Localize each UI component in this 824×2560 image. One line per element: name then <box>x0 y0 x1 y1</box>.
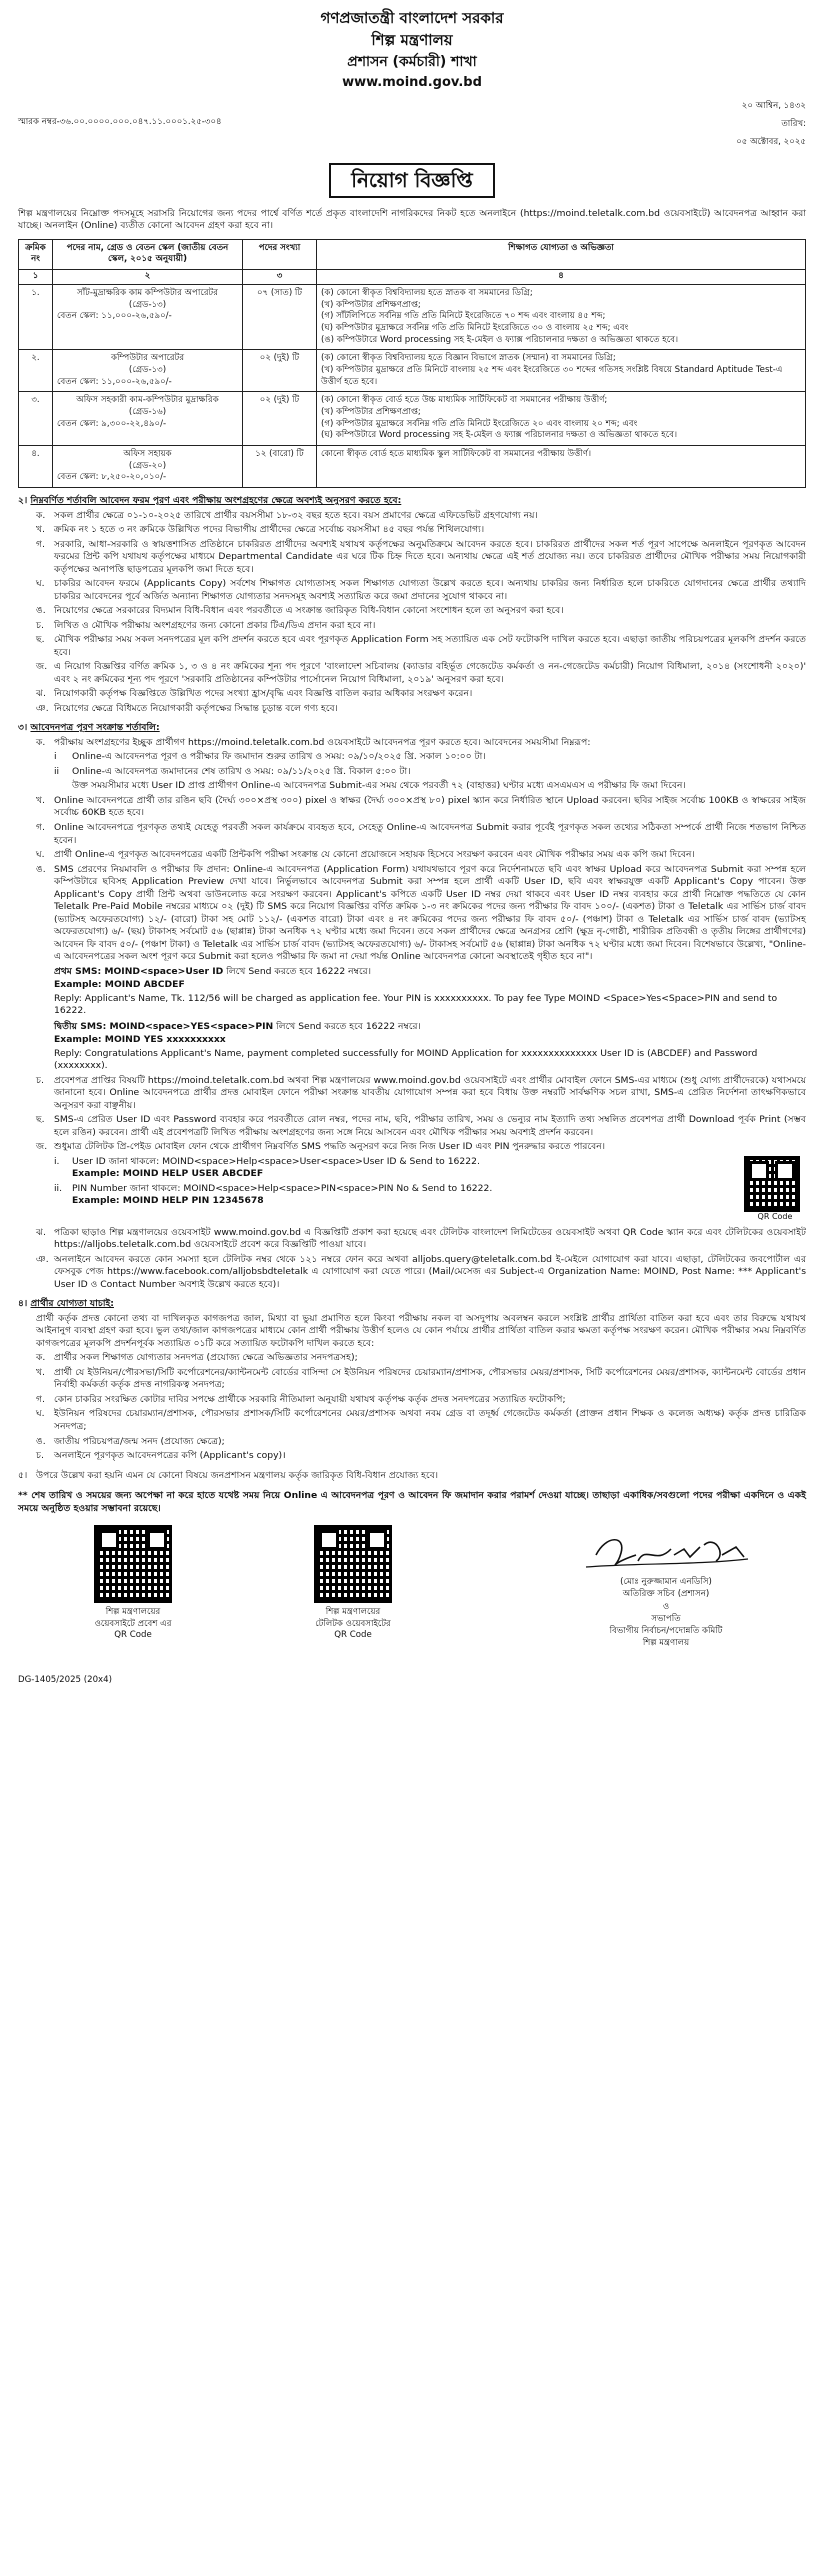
list-item-text: এ নিয়োগ বিজ্ঞপ্তির বর্ণিত ক্রমিক ১, ৩ ও ৪ নং ক্রমিকের শূন্য পদ পূরণে 'বাংলাদেশ সচিবালয় (ক্যাডার বহির্ভূত গেজেটেড কর্মকর্তা ও নন-গেজেটেড কর্মচারী) নিয়োগ বিধিমালা, ২০১৪ (সংশোধনী ২০২০)' এবং ২ নং ক্রমিকের শূন্য পদ পূরণে 'সরকারি প্রতিষ্ঠানের কম্পিউটার পার্সোনেল নিয়োগ বিধিমালা, ২০১৯' অনুসরণ করা হবে। <box>54 661 806 685</box>
post-grade: (গ্রেড-১৩) <box>128 364 167 375</box>
post-name: অফিস সহায়ক <box>123 449 172 460</box>
sms-second-example: Example: MOIND YES xxxxxxxxxx <box>54 1034 226 1046</box>
list-item-label: গ. <box>36 822 45 833</box>
table-row <box>19 392 806 446</box>
list-item-label: ঙ. <box>36 863 46 875</box>
post-scale: বেতন স্কেল: ১১,০০০-২৬,৫৯০/- <box>57 376 172 387</box>
list-item <box>36 1114 806 1139</box>
qualification-line: (গ) সাঁটলিপিতে সর্বনিম্ন গতি প্রতি মিনিটে ইংরেজিতে ৭০ শব্দ এবং বাংলায় ৪৫ শব্দ; <box>321 311 606 322</box>
list-item-label: ঝ. <box>36 1226 46 1238</box>
list-item-label: গ. <box>36 538 45 550</box>
list-item-text: কোন চাকরির সংরক্ষিত কোটার দাবির সপক্ষে প্রার্থীকে সরকারি নীতিমালা অনুযায়ী যথাযথ কর্তৃপক্ষ কর্তৃক প্রদত্ত সনদপত্রের সত্যায়িত ফটোকপি; <box>54 1393 566 1405</box>
list-item-label: চ. <box>36 1074 44 1086</box>
list-item-text: সরকারি, আধা-সরকারি ও স্বায়ত্তশাসিত প্রতিষ্ঠানে চাকরিরত প্রার্থীদের অবশ্যই যথাযথ কর্তৃপক্ষের অনুমতিক্রমে আবেদন করতে হবে। চাকরিরত প্রার্থীদের সকল শর্ত পূরণ সাপেক্ষে অনলাইনে পূরণকৃত আবেদন ফরমের প্রিন্ট কপি যথাযথ কর্তৃপক্ষের মাধ্যমে Departmental Candidate এর ঘরে টিক চিহ্ন দিতে হবে। অন্যথায় ক্ষেত্রে এই শর্ত প্রযোজ্য নয়। তবে চাকরিরত প্রার্থীদের মৌখিক পরীক্ষার সময় নিয়োগকারী কর্তৃপক্ষের অনাপত্তি ছাড়পত্রের মূলকপি জমা দিতে হবে। <box>54 538 806 575</box>
list-item <box>36 1075 806 1113</box>
list-item-text: নিয়োগের ক্ষেত্রে সরকারের বিদ্যমান বিধি-বিধান এবং পরবর্তীতে এ সংক্রান্ত জারিকৃত বিধি-বিধান কোনো সংশোধন হলে তা অনুসরণ করা হবে। <box>54 605 564 617</box>
table-row <box>19 350 806 392</box>
list-item-text: প্রবেশপত্র প্রাপ্তির বিষয়টি https://moind.teletalk.com.bd অথবা শিল্প মন্ত্রণালয়ের www.moind.gov.bd ওয়েবসাইটে এবং প্রার্থীর মোবাইল ফোনে SMS-এর মাধ্যমে (শুধু যোগ্য প্রার্থীদেরকে) যথাসময়ে জানানো হবে। Online আবেদনপত্রে প্রার্থীর প্রদত্ত মোবাইল ফোনে পরীক্ষা সংক্রান্ত যাবতীয় যোগাযোগ সম্পন্ন করা হবে বিধায় উক্ত নম্বরটি সার্বক্ষণিক সচল রাখা, SMS-এ প্রেরিত নির্দেশনা তাৎক্ষণিকভাবে অনুসরণ করা বাঞ্ছনীয়। <box>54 1074 806 1111</box>
post-scale: বেতন স্কেল: ৮,২৫০-২০,০১০/- <box>57 472 167 483</box>
list-item <box>36 605 806 618</box>
col-number: ১ <box>19 270 53 285</box>
list-item-text: লিখিত ও মৌখিক পরীক্ষায় অংশগ্রহণের জন্য কোনো প্রকার টিএ/ডিএ প্রদান করা হবে না। <box>54 619 376 631</box>
qr-teletalk <box>278 1525 428 1642</box>
list-item-text: প্রার্থীর সকল শিক্ষাগত যোগ্যতার সনদপত্র (প্রযোজ্য ক্ষেত্রে অভিজ্ঞতার সনদপত্রসহ); <box>54 1352 358 1364</box>
signatory-committee: বিভাগীয় নির্বাচন/পদোন্নতি কমিটি <box>609 1625 723 1636</box>
list-item-label: ক. <box>36 1352 46 1364</box>
recovery-item <box>54 1183 734 1208</box>
qr-caption: শিল্প মন্ত্রণালয়ের <box>325 1607 381 1618</box>
document-code: DG-1405/2025 (20x4) <box>18 1675 112 1686</box>
section-2-number: ২। <box>18 495 28 507</box>
memo-dates <box>736 101 806 154</box>
section-5 <box>18 1470 806 1483</box>
cell-count: ০৭ (সাত) টি <box>243 284 317 349</box>
list-item <box>36 1394 806 1407</box>
list-item-text: অনলাইনে পূরণকৃত আবেদনপত্রের কপি (Applicant's copy)। <box>54 1450 286 1462</box>
memo-reference: স্মারক নম্বর-৩৬.০০.০০০০.০০০.০৪৭.১১.০০০১.২৫-৩০৪ <box>18 117 222 128</box>
list-item-label: চ. <box>36 619 44 631</box>
footer-note: ** শেষ তারিখ ও সময়ের জন্য অপেক্ষা না করে হাতে যথেষ্ট সময় নিয়ে Online এ আবেদনপত্র পূরণ ও আবেদন ফি জমাদান করার পরামর্শ দেওয়া যাচ্ছে। তাছাড়া একাধিক/সবগুলো পদের পরীক্ষা একদিনে ও একই সময়ে অনুষ্ঠিত হওয়ার সম্ভাবনা রয়েছে। <box>18 1490 806 1514</box>
qualification-line: (খ) কম্পিউটার মুদ্রাক্ষরে প্রতি মিনিটে বাংলায় ২৫ শব্দ এবং ইংরেজিতে ৩০ শব্দের গতিসহ সংশ্লিষ্ট বিষয়ে Standard Aptitude Test-এ উত্তীর্ণ হতে হবে। <box>321 364 783 387</box>
signatory-role: সভাপতি <box>651 1614 681 1625</box>
list-item <box>36 578 806 603</box>
section-3-title <box>18 722 806 735</box>
recovery-block <box>54 1155 806 1221</box>
cell-serial: ২. <box>19 350 53 392</box>
qualification-line: (ঘ) কম্পিউটারে Word processing সহ ই-মেইল ও ফ্যাক্স পরিচালনার দক্ষতা ও অভিজ্ঞতা থাকতে হবে। <box>321 430 678 441</box>
list-item-text: প্রার্থী যে ইউনিয়ন/পৌরসভা/সিটি কর্পোরেশনের/ক্যান্টনমেন্ট বোর্ডের বাসিন্দা সে ইউনিয়ন পরিষদের চেয়ারম্যান/প্রশাসক, পৌরসভার মেয়র/প্রশাসক, সিটি কর্পোরেশনের মেয়র/প্রশাসক, ক্যান্টনমেন্ট বোর্ডের প্রধান নির্বাহী কর্মকর্তা কর্তৃক প্রদত্ত নাগরিকত্ব সনদপত্র; <box>54 1366 806 1391</box>
list-item-label: ঘ. <box>36 578 45 590</box>
cell-post <box>53 446 243 488</box>
table-number-row <box>19 270 806 285</box>
table-header-row <box>19 239 806 269</box>
recovery-list <box>54 1156 806 1208</box>
title-wrap <box>18 163 806 198</box>
list-item <box>36 510 806 523</box>
list-item-text: মৌখিক পরীক্ষার সময় সকল সনদপত্রের মূল কপি প্রদর্শন করতে হবে এবং পূরণকৃত Application Form সহ সত্যায়িত এক সেট ফটোকপি দাখিল করতে হবে। এছাড়া জাতীয় পরিচয়পত্রের মূলকপি প্রদর্শন করতে হবে। <box>54 634 806 658</box>
branch-name: প্রশাসন (কর্মচারী) শাখা <box>347 53 477 70</box>
section-4-intro: প্রার্থী কর্তৃক প্রদত্ত কোনো তথ্য বা দাখিলকৃত কাগজপত্র জাল, মিথ্যা বা ভুয়া প্রমাণিত হলে কিংবা পরীক্ষায় নকল বা অসদুপায় অবলম্বন করলে সংশ্লিষ্ট প্রার্থীর প্রার্থিতা বাতিল করা হবে এবং তার বিরুদ্ধে যথাযথ আইনানুগ ব্যবস্থা গ্রহণ করা হবে। ভুল তথ্য/জাল কাগজপত্রের মাধ্যমে কোন প্রার্থী পরীক্ষায় উত্তীর্ণ হলেও যে কোন পর্যায়ে প্রার্থীর প্রার্থিতা বাতিল করার ক্ষমতা কর্তৃপক্ষ সংরক্ষণ করেন। মৌখিক পরীক্ষার সময় নিম্নবর্ণিত কাগজপত্রের মূলকপি প্রদর্শনপূর্বক সত্যায়িত ০১টি করে সত্যায়িত ফটোকপি দাখিল করতে হবে: <box>36 1312 806 1349</box>
date-label: তারিখ: <box>781 119 806 130</box>
list-item <box>36 1436 806 1449</box>
qualification-line: (ক) কোনো স্বীকৃত বিশ্ববিদ্যালয় হতে স্নাতক বা সমমানের ডিগ্রি; <box>321 287 533 298</box>
list-item: ক. পরীক্ষায় অংশগ্রহণের ইচ্ছুক প্রার্থীগণ https://moind.teletalk.com.bd ওয়েবসাইটে আবেদনপত্র পূরণ করতে হবে। আবেদনের সময়সীমা নিম্নরূপ: <box>36 736 591 748</box>
list-item: i Online-এ আবেদনপত্র পূরণ ও পরীক্ষার ফি জমাদান শুরুর তারিখ ও সময়: ০৯/১০/২০২৫ খ্রি. সকাল ১০:০০ টা। <box>54 751 486 763</box>
list-item-text: SMS প্রেরণের নিয়মাবলি ও পরীক্ষার ফি প্রদান: Online-এ আবেদনপত্র (Application Form) যথাযথভাবে পূরণ করে নির্দেশনামতে ছবি এবং স্বাক্ষর Upload করে আবেদনপত্র Submit করা সম্পন্ন হলে কম্পিউটারে ছবিসহ Application Preview দেখা যাবে। নির্ভুলভাবে আবেদনপত্র Submit করা সম্পন্ন হলে প্রার্থী একটি User ID, ছবি এবং স্বাক্ষরযুক্ত একটি Applicant's Copy পাবেন। উক্ত Applicant's Copy প্রার্থী প্রিন্ট অথবা ডাউনলোড করে সংরক্ষণ করবেন। Applicant's কপিতে একটি User ID নম্বর দেয়া থাকবে এবং User ID নম্বর ব্যবহার করে প্রার্থী নিম্নোক্ত পদ্ধতিতে যে কোন Teletalk Pre-Paid Mobile নম্বরের মাধ্যমে ০২ (দুই) টি SMS করে নিয়োগ বিজ্ঞপ্তির বর্ণিত ক্রমিক ১-৩ নং ক্রমিকের পদের জন্য পরীক্ষার ফি বাবদ ১০০/- (একশত) টাকা ও Teletalk এর সার্ভিস চার্জ বাবদ (ভ্যাটসহ অফেরতযোগ্য) ১২/- (বারো) টাকা সহ মোট ১১২/- (একশত বারো) টাকা এবং ৪ নং ক্রমিকের পদের জন্য পরীক্ষার ফি বাবদ ৫০/- (পঞ্চাশ) টাকা ও Teletalk এর সার্ভিস চার্জ বাবদ (ভ্যাটসহ অফেরতযোগ্য) ৬/- (ছয়) টাকাসহ সর্বমোট ৫৬ (ছাপ্পান্ন) টাকা অনধিক ৭২ ঘণ্টার মধ্যে জমা দিবেন। তবে সকল প্রার্থীদের ক্ষেত্রে অনগ্রসর শ্রেণি (ক্ষুদ্র নৃ-গোষ্ঠী, শারীরিক প্রতিবন্ধী ও তৃতীয় লিঙ্গের প্রার্থীগণের) আবেদন ফি বাবদ ৫০/- (পঞ্চাশ টাকা) ও Teletalk এর সার্ভিস চার্জ বাবদ (ভ্যাটসহ অফেরতযোগ্য) ৬/- টাকাসহ সর্বমোট ৫৬ (ছাপ্পান্ন) টাকা অনধিক ৭২ ঘণ্টার মধ্যে জমা দিবেন। বিশেষভাবে উল্লেখ্য, "Online-এ আবেদনপত্রের সকল অংশ পূরণ করে Submit করা হলেও পরীক্ষার ফি জমা না দেয়া পর্যন্ত Online আবেদনপত্র কোনো অবস্থাতেই গৃহীত হবে না"। <box>54 863 806 963</box>
intro-paragraph: শিল্প মন্ত্রণালয়ের নিম্নোক্ত পদসমূহে সরাসরি নিয়োগের জন্য পদের পার্শ্বে বর্ণিত শর্তে প্রকৃত বাংলাদেশি নাগরিকদের নিকট হতে অনলাইনে (https://moind.teletalk.com.bd ওয়েবসাইটে) আবেদনপত্র আহ্বান করা যাচ্ছে। অনলাইন (Online) ব্যতীত কোনো আবেদন গ্রহণ করা হবে না। <box>18 207 806 232</box>
sms-second-label: দ্বিতীয় SMS: MOIND<space>YES<space>PIN <box>54 1020 274 1032</box>
cell-count: ০২ (দুই) টি <box>243 350 317 392</box>
signatory-office: শিল্প মন্ত্রণালয় <box>642 1637 690 1648</box>
list-item <box>36 1254 806 1292</box>
letterhead <box>18 8 806 91</box>
cell-post <box>53 350 243 392</box>
qualification-line: কোনো স্বীকৃত বোর্ড হতে মাধ্যমিক স্কুল সার্টিফিকেট বা সমমানের পরীক্ষায় উত্তীর্ণ। <box>321 449 592 460</box>
list-item-text: User ID জানা থাকলে: MOIND<space>Help<space>User<space>User ID & Send to 16222. <box>72 1155 480 1167</box>
list-item-text: জাতীয় পরিচয়পত্র/জন্ম সনদ (প্রযোজ্য ক্ষেত্রে); <box>54 1435 225 1447</box>
section-3-list <box>36 737 806 793</box>
list-item-text: শুধুমাত্র টেলিটক প্রি-পেইড মোবাইল ফোন থেকে প্রার্থীগণ নিম্নবর্ণিত SMS পদ্ধতি অনুসরণ করে নিজ নিজ User ID এবং PIN পুনরুদ্ধার করতে পারবেন। <box>54 1141 606 1153</box>
qualification-line: (ঙ) কম্পিউটারে Word processing সহ ই-মেইল ও ফ্যাক্স পরিচালনার দক্ষতা ও অভিজ্ঞতা থাকতে হবে। <box>321 334 679 345</box>
list-item-label: ছ. <box>36 634 45 646</box>
handwritten-signature <box>576 1525 756 1577</box>
col-number: ৪ <box>317 270 806 285</box>
cell-post <box>53 284 243 349</box>
cell-count: ০২ (দুই) টি <box>243 392 317 446</box>
list-item-example: Example: MOIND HELP USER ABCDEF <box>72 1168 264 1180</box>
post-scale: বেতন স্কেল: ১১,০০০-২৬,৫৯০/- <box>57 311 172 322</box>
sms-second-rest: লিখে Send করতে হবে 16222 নম্বরে। <box>273 1020 421 1032</box>
col-header-post: পদের নাম, গ্রেড ও বেতন স্কেল (জাতীয় বেতন স্কেল, ২০১৫ অনুযায়ী) <box>53 239 243 269</box>
list-item: ii Online-এ আবেদনপত্র জমাদানের শেষ তারিখ ও সময়: ০৯/১১/২০২৫ খ্রি. বিকাল ৫:০০ টা। <box>54 765 411 777</box>
section-3-list-b <box>36 795 806 964</box>
list-item-label: ঞ. <box>36 1253 49 1265</box>
list-item-label: ঙ. <box>36 605 46 617</box>
list-item-text: Online আবেদনপত্রে প্রার্থী তার রঙিন ছবি (দৈর্ঘ্য ৩০০×প্রস্থ ৩০০) pixel ও স্বাক্ষর (দৈর্ঘ্য ৩০০×প্রস্থ ৮০) pixel স্ক্যান করে নির্ধারিত স্থানে Upload করবেন। ছবির সাইজ সর্বোচ্চ 100KB ও স্বাক্ষরের সাইজ সর্বোচ্চ 60KB হতে হবে। <box>54 794 806 819</box>
post-grade: (গ্রেড-১৬) <box>128 407 167 418</box>
posts-table <box>18 239 806 488</box>
cell-qualification <box>317 350 806 392</box>
list-item-label: জ. <box>36 661 48 673</box>
post-grade: (গ্রেড-১৩) <box>128 299 167 310</box>
qualification-line: (ক) কোনো স্বীকৃত বোর্ড হতে উচ্চ মাধ্যমিক সার্টিফিকেট বা সমমানের পরীক্ষায় উত্তীর্ণ; <box>321 395 608 406</box>
recovery-item <box>54 1156 734 1181</box>
table-row <box>19 446 806 488</box>
section-5-number: ৫। <box>18 1469 28 1481</box>
signature-block <box>546 1525 786 1649</box>
list-item <box>36 703 806 716</box>
list-item-text: নিয়োগের ক্ষেত্রে বিধিমতে নিয়োগকারী কর্তৃপক্ষের সিদ্ধান্ত চূড়ান্ত বলে গণ্য হবে। <box>54 702 338 714</box>
sms-second-reply: Reply: Congratulations Applicant's Name, payment completed successfully for MOIND Application for xxxxxxxxxxxxxx User ID is (ABCDEF) and Password (xxxxxxxx). <box>54 1047 758 1072</box>
list-item-text: নিয়োগকারী কর্তৃপক্ষ বিজ্ঞপ্তিতে উল্লিখিত পদের সংখ্যা হ্রাস/বৃদ্ধি এবং বিজ্ঞপ্তি বাতিল করার অধিকার সংরক্ষণ করেন। <box>54 688 473 700</box>
ministry-name: শিল্প মন্ত্রণালয় <box>371 31 453 50</box>
cell-serial: ১. <box>19 284 53 349</box>
list-item-text: ক্রমিক নং ১ হতে ৩ নং ক্রমিকে উল্লিখিত পদের বিভাগীয় প্রার্থীদের ক্ষেত্রে সর্বোচ্চ বয়সসীমা ৪৫ বছর পর্যন্ত শিথিলযোগ্য। <box>54 524 485 536</box>
notice-title: নিয়োগ বিজ্ঞপ্তি <box>329 163 495 198</box>
list-item-text: SMS-এ প্রেরিত User ID এবং Password ব্যবহার করে পরবর্তীতে রোল নম্বর, পদের নাম, ছবি, পরীক্ষার তারিখ, সময় ও ভেন্যুর নাম ইত্যাদি তথ্য সম্বলিত প্রবেশপত্র প্রার্থী Download পূর্বক Print (সম্ভব হলে রঙিন) করবেন। প্রার্থী এই প্রবেশপত্রটি লিখিত পরীক্ষায় অংশগ্রহণের জন্য সঙ্গে নিয়ে আসবেন এবং মৌখিক পরীক্ষার সময় অবশ্যই প্রদর্শন করবেন। <box>54 1114 806 1138</box>
teletalk-qr-code[interactable] <box>744 1156 800 1212</box>
inline-qr-wrap <box>744 1156 806 1223</box>
list-item-text: চাকরির আবেদন ফরমে (Applicants Copy) সর্বশেষ শিক্ষাগত যোগ্যতাসহ সকল শিক্ষাগত যোগ্যতা উল্লেখ করতে হবে। অন্যথায় চাকরির জন্য নির্ধারিত হলে চাকরিতে যোগদানের ক্ষেত্রে প্রার্থীর তথ্যাদি চাকরির আবেদনের পূর্বে অর্জিত অন্যান্য শিক্ষাগত যোগ্যতার সনদসমূহ অবশ্যই সত্যায়িত করে জমা প্রদানের সুযোগ থাকবে না। <box>54 578 806 602</box>
section-4-title <box>18 1298 806 1311</box>
qr-caption: টেলিটক ওয়েবসাইটের <box>315 1618 391 1629</box>
signatory-designation: অতিরিক্ত সচিব (প্রশাসন) <box>622 1588 710 1599</box>
section-4-heading: প্রার্থীর যোগ্যতা যাচাই: <box>30 1298 114 1310</box>
list-item <box>36 864 806 964</box>
signatory-and: ও <box>662 1602 670 1613</box>
section-3-list-c <box>36 1075 806 1154</box>
post-name: কম্পিউটার অপারেটর <box>110 353 185 364</box>
list-item <box>36 1227 806 1252</box>
col-header-count: পদের সংখ্যা <box>243 239 317 269</box>
section-5-text: উপরে উল্লেখ করা হয়নি এমন যে কোনো বিষয়ে জনপ্রশাসন মন্ত্রণালয় কর্তৃক জারিকৃত বিধি-বিধান প্রযোজ্য হবে। <box>36 1469 439 1481</box>
list-item-text: পত্রিকা ছাড়াও শিল্প মন্ত্রণালয়ের ওয়েবসাইট www.moind.gov.bd এ বিজ্ঞপ্তিটি প্রকাশ করা হয়েছে এবং টেলিটক বাংলাদেশ লিমিটেডের ওয়েবসাইট অথবা QR Code স্ক্যান করে এবং টেলিটকের ওয়েবসাইট https://alljobs.teletalk.com.bd ওয়েবসাইটে প্রবেশ করে বিজ্ঞপ্তিটি পাওয়া যাবে। <box>54 1226 806 1251</box>
inline-qr-caption: QR Code <box>757 1211 793 1221</box>
qualification-line: (খ) কম্পিউটার প্রশিক্ষণপ্রাপ্ত; <box>321 299 421 310</box>
list-item <box>36 795 806 820</box>
list-item-label: খ. <box>36 1366 45 1378</box>
sms-first-label: প্রথম SMS: MOIND<space>User ID <box>54 965 224 977</box>
table-row <box>19 284 806 349</box>
list-item-label: ঘ. <box>36 1408 45 1420</box>
list-item <box>36 822 806 847</box>
list-item-label: খ. <box>36 524 45 536</box>
sms-first-rest: লিখে Send করতে হবে 16222 নম্বরে। <box>223 965 372 977</box>
list-item <box>36 1367 806 1392</box>
qr-ministry <box>58 1525 208 1642</box>
qualification-line: (খ) কম্পিউটার প্রশিক্ষণপ্রাপ্ত; <box>321 407 421 418</box>
list-item-label: ঝ. <box>36 688 46 700</box>
list-item-label: খ. <box>36 794 45 806</box>
post-scale: বেতন স্কেল: ৯,৩০০-২২,৪৯০/- <box>57 418 167 429</box>
list-item-text: অনলাইনে আবেদন করতে কোন সমস্যা হলে টেলিটক নম্বর থেকে ১২১ নম্বরে ফোন করে অথবা alljobs.query@teletalk.com.bd ই-মেইলে যোগাযোগ করা যাবে। এছাড়া, টেলিটকের জবপোর্টাল এর ফেসবুক পেজ https://www.facebook.com/alljobsbdteletalk এ যোগাযোগ করা যেতে পারে। (Mail/মেসেজ এর Subject-এ Organization Name: MOIND, Post Name: *** Applicant's User ID ও Contact Number অবশ্যই উল্লেখ করতে হবে)। <box>54 1253 806 1290</box>
teletalk-website-qr-code[interactable] <box>314 1525 392 1603</box>
list-item <box>36 1450 806 1463</box>
list-item-text: সকল প্রার্থীর ক্ষেত্রে ০১-১০-২০২৫ তারিখে প্রার্থীর বয়সসীমা ১৮-৩২ বছর হতে হবে। বয়স প্রমাণের ক্ষেত্রে এফিডেভিট গ্রহণযোগ্য নয়। <box>54 509 538 521</box>
qr-caption: ওয়েবসাইটে প্রবেশ এর <box>94 1618 172 1629</box>
list-item-label: ছ. <box>36 1114 45 1126</box>
list-item-label: ঘ. <box>36 849 45 861</box>
list-item <box>36 634 806 659</box>
section-3-number: ৩। <box>18 722 28 734</box>
cell-qualification <box>317 446 806 488</box>
sms-instructions <box>54 966 806 1073</box>
list-item <box>36 688 806 701</box>
list-item-label: i. <box>54 1155 60 1167</box>
list-item-label: ঞ. <box>36 702 49 714</box>
section-4-list <box>36 1352 806 1462</box>
signatory-name: (মোঃ নুরুজ্জামান এনডিসি) <box>620 1577 712 1588</box>
list-item: উক্ত সময়সীমার মধ্যে User ID প্রাপ্ত প্রার্থীগণ Online-এ আবেদনপত্র Submit-এর সময় থেকে পরবর্তী ৭২ (বাহাত্তর) ঘণ্টার মধ্যে এসএমএস এ পরীক্ষার ফি জমা দিবেন। <box>72 780 686 792</box>
list-item <box>36 1352 806 1365</box>
col-number: ২ <box>53 270 243 285</box>
government-name: গণপ্রজাতন্ত্রী বাংলাদেশ সরকার <box>320 9 504 27</box>
section-2-title <box>18 495 806 508</box>
date-bangla: ২০ আশ্বিন, ১৪৩২ <box>741 101 806 112</box>
list-item-example: Example: MOIND HELP PIN 12345678 <box>72 1195 264 1207</box>
cell-post <box>53 392 243 446</box>
section-3-heading: আবেদনপত্র পূরণ সংক্রান্ত শর্তাবলি: <box>30 722 160 734</box>
list-item-label: গ. <box>36 1393 45 1405</box>
cell-count: ১২ (বারো) টি <box>243 446 317 488</box>
bottom-area <box>18 1525 806 1695</box>
date-english: ০৫ অক্টোবর, ২০২৫ <box>736 136 806 147</box>
qualification-line: (ঘ) কম্পিউটার মুদ্রাক্ষরে সর্বনিম্ন গতি প্রতি মিনিটে ইংরেজিতে ৩০ ও বাংলায় ২৫ শব্দ; এবং <box>321 322 629 333</box>
col-number: ৩ <box>243 270 317 285</box>
list-item <box>36 1408 806 1433</box>
col-header-sl: ক্রমিক নং <box>19 239 53 269</box>
col-header-qualification: শিক্ষাগত যোগ্যতা ও অভিজ্ঞতা <box>317 239 806 269</box>
list-item-text: প্রার্থী Online-এ পূরণকৃত আবেদনপত্রের একটি প্রিন্টকপি পরীক্ষা সংক্রান্ত যে কোনো প্রয়োজনে সহায়ক হিসেবে সংরক্ষণ করবেন এবং মৌখিক পরীক্ষার সময় এক কপি জমা দিবেন। <box>54 849 695 861</box>
website-link[interactable]: www.moind.gov.bd <box>342 74 482 90</box>
ministry-qr-code[interactable] <box>94 1525 172 1603</box>
cell-serial: ৩. <box>19 392 53 446</box>
list-item-text: ইউনিয়ন পরিষদের চেয়ারম্যান/প্রশাসক, পৌরসভার প্রশাসক/সিটি কর্পোরেশনের মেয়র/প্রশাসক অথবা নবম গ্রেড বা তদূর্ধ্ব গেজেটেড কর্মকর্তা (প্রাক্তন প্রধান শিক্ষক ও কলেজ অধ্যক্ষ) কর্তৃক প্রদত্ত চারিত্রিক সনদপত্র; <box>54 1408 806 1432</box>
post-name: অফিস সহকারী কাম-কম্পিউটার মুদ্রাক্ষরিক <box>76 395 219 406</box>
section-2-heading: নিম্নবর্ণিত শর্তাবলি আবেদন ফরম পূরণ এবং পরীক্ষায় অংশগ্রহণের ক্ষেত্রে অবশ্যই অনুসরণ করতে হবে: <box>30 495 402 507</box>
list-item-text: PIN Number জানা থাকলে: MOIND<space>Help<space>PIN<space>PIN No & Send to 16222. <box>72 1182 493 1194</box>
qualification-line: (গ) কম্পিউটার মুদ্রাক্ষরে সর্বনিম্ন গতি প্রতি মিনিটে ইংরেজিতে ২০ এবং বাংলায় ২০ শব্দ; এবং <box>321 418 638 429</box>
memo-row <box>18 101 806 154</box>
qr-caption: QR Code <box>334 1630 372 1641</box>
list-item <box>36 661 806 686</box>
qr-caption: QR Code <box>114 1630 152 1641</box>
section-4-number: ৪। <box>18 1298 28 1310</box>
list-item-label: ক. <box>36 509 46 521</box>
post-name: সাঁট-মুদ্রাক্ষরিক কাম কম্পিউটার অপারেটর <box>77 287 218 298</box>
cell-qualification <box>317 392 806 446</box>
list-item-label: ঙ. <box>36 1435 46 1447</box>
list-item-label: ii. <box>54 1182 63 1194</box>
cell-qualification <box>317 284 806 349</box>
sms-first-reply: Reply: Applicant's Name, Tk. 112/56 will be charged as application fee. Your PIN is xxxxxxxxxx. To pay fee Type MOIND <Space>Yes<Space>PIN and send to 16222. <box>54 992 778 1017</box>
qr-caption: শিল্প মন্ত্রণালয়ের <box>105 1607 161 1618</box>
section-3-list-d <box>36 1227 806 1292</box>
list-item-text: Online আবেদনপত্রে পূরণকৃত তথ্যই যেহেতু পরবর্তী সকল কার্যক্রমে ব্যবহৃত হবে, সেহেতু Online-এ আবেদনপত্র Submit করার পূর্বেই পূরণকৃত সকল তথ্যের সঠিকতা সম্পর্কে প্রার্থী নিজে শতভাগ নিশ্চিত হবেন। <box>54 822 806 846</box>
list-item <box>36 524 806 537</box>
list-item-label: জ. <box>36 1141 48 1153</box>
qualification-line: (ক) কোনো স্বীকৃত বিশ্ববিদ্যালয় হতে বিজ্ঞান বিভাগে স্নাতক (সম্মান) বা সমমানের ডিগ্রি; <box>321 353 616 364</box>
post-grade: (গ্রেড-২০) <box>128 460 167 471</box>
list-item <box>36 539 806 577</box>
section-2-list <box>36 510 806 716</box>
cell-serial: ৪. <box>19 446 53 488</box>
list-item <box>36 1141 806 1154</box>
list-item-label: চ. <box>36 1450 44 1462</box>
sms-first-example: Example: MOIND ABCDEF <box>54 979 185 991</box>
list-item <box>36 620 806 633</box>
list-item <box>36 849 806 862</box>
